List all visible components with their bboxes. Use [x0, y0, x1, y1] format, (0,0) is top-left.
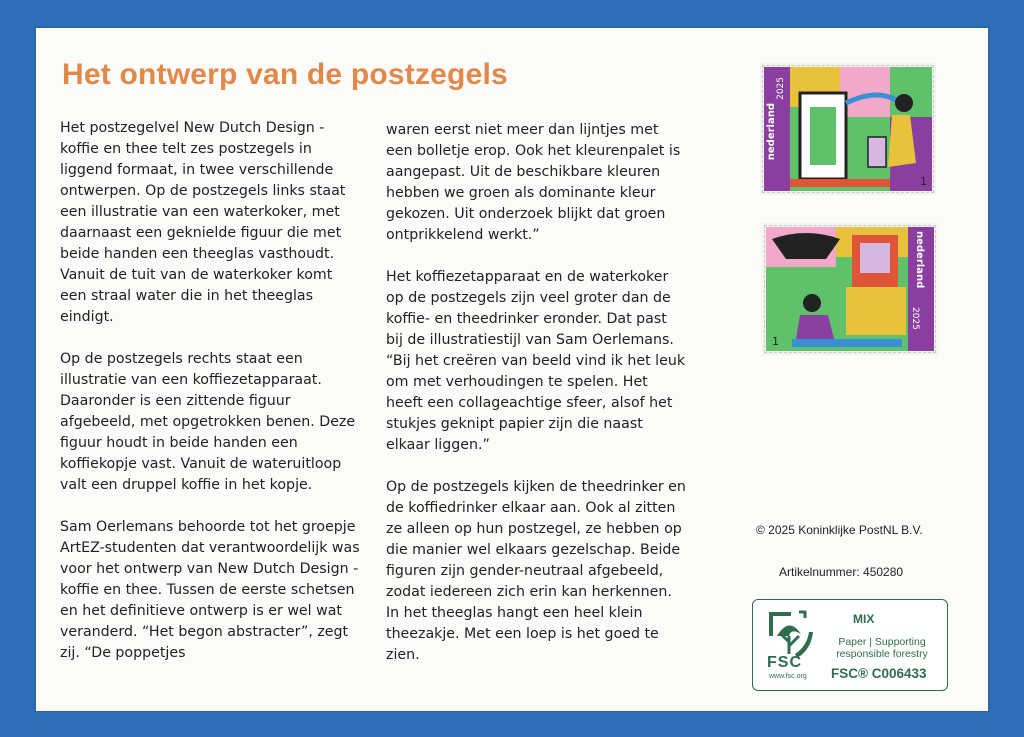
stamp-country-label: nederland [914, 231, 925, 289]
paragraph: Het koffiezetapparaat en de waterkoker op de postzegels zijn veel groter dan de koffie- en theedrinker eronder. Dat past bij de illustratiestijl van Sam Oerlemans. “Bij het creëren van beeld vind ik het leuk om met verhoudingen te spelen. Het heeft een collageachtige sfeer, alsof het stukjes geknipt papier zijn die naast elkaar liggen.” [386, 269, 686, 453]
fsc-label [752, 599, 948, 691]
stamp-year-label: 2025 [910, 307, 920, 330]
info-card [36, 28, 988, 711]
stamp-country-label: nederland [766, 103, 777, 161]
stamp-coffee-illustration [762, 223, 938, 355]
paragraph: Op de postzegels kijken de theedrinker en de koffiedrinker elkaar aan. Ook al zitten ze alleen op hun postzegel, ze hebben op die manier wel elkaars gezelschap. Beide figuren zijn gender-neutraal afgebeeld, zodat iedereen zich erin kan herkennen. In het theeglas hangt een heel klein theezakje. Met een loep is het goed te zien. [386, 479, 686, 663]
stamp-tea-illustration [760, 63, 936, 195]
paragraph: Op de postzegels rechts staat een illustratie van een koffiezetapparaat. Daaronder is een zittende figuur afgebeeld, met opgetrokken benen. Deze figuur houdt in beide handen een koffiekopje vast. Vanuit de wateruitloop valt een druppel koffie in het kopje. [60, 351, 356, 493]
stamp-year-label: 2025 [776, 77, 786, 100]
article-number: Artikelnummer: 450280 [779, 565, 904, 579]
fsc-url: www.fsc.org [769, 673, 807, 680]
page-title: Het ontwerp van de postzegels [62, 58, 508, 91]
fsc-code: FSC® C006433 [831, 666, 927, 681]
paragraph: waren eerst niet meer dan lijntjes met een bolletje erop. Ook het kleurenpalet is aangepast. Uit de beschikbare kleuren hebben we groen als dominante kleur gekozen. Uit onderzoek blijkt dat groen ontprikkelend werkt.” [386, 122, 681, 243]
stamp-value-label: 1 [772, 335, 779, 348]
paragraph: Het postzegelvel New Dutch Design - koffie en thee telt zes postzegels in liggend formaat, in twee verschillende ontwerpen. Op de postzegels links staat een illustratie van een waterkoker, met daarnaast een geknielde figuur die met beide handen een theeglas vasthoudt. Vanuit de tuit van de waterkoker komt een straal water die in het theeglas eindigt. [60, 120, 346, 325]
stamp-tea [760, 63, 936, 195]
copyright-text: © 2025 Koninklijke PostNL B.V. [756, 523, 923, 537]
fsc-description: Paper | Supporting responsible forestry [836, 636, 928, 660]
stamp-coffee [762, 223, 938, 355]
fsc-mix: MIX [853, 612, 875, 626]
paragraph: Sam Oerlemans behoorde tot het groepje ArtEZ-studenten dat verantwoordelijk was voor het ontwerp van New Dutch Design - koffie en thee. Tussen de eerste schetsen en het definitieve ontwerp is er wel wat veranderd. “Het begon abstracter”, zegt zij. “De poppetjes [60, 519, 360, 661]
stamp-value-label: 1 [920, 175, 927, 188]
fsc-name: FSC [767, 654, 802, 671]
text-column-right [386, 120, 686, 687]
text-column-left [60, 118, 360, 685]
